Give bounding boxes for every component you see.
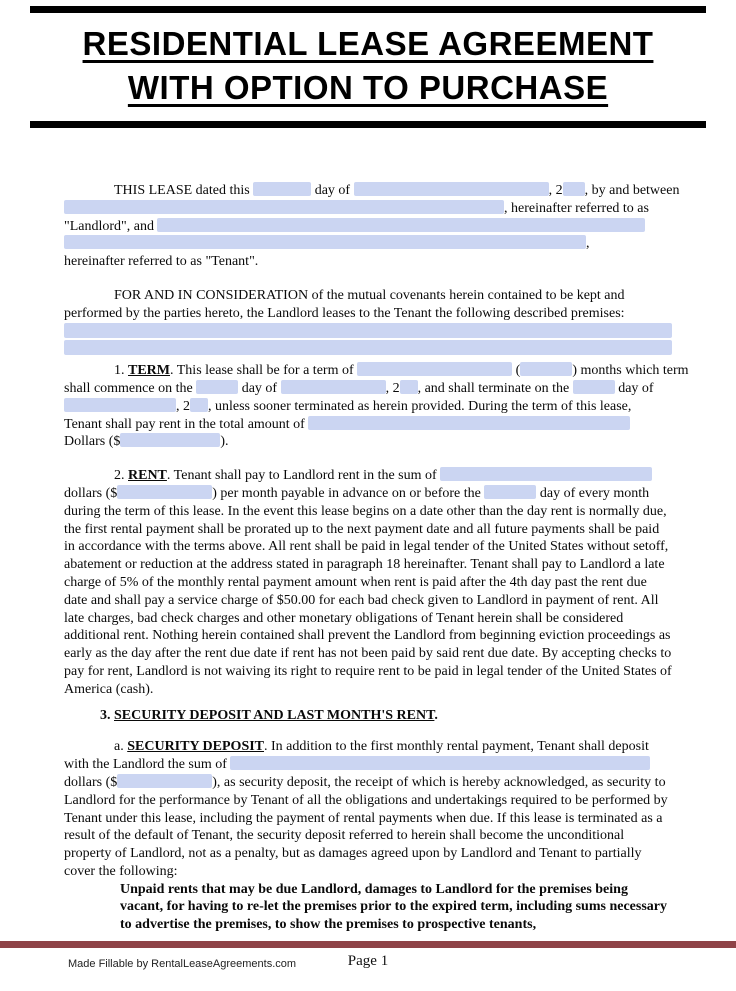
rent-heading: RENT [128,468,167,484]
opening-text-8: hereinafter referred to as "Tenant". [64,254,259,270]
field-tenant-name-2[interactable] [64,235,586,249]
field-terminate-year[interactable] [190,398,208,412]
term-text-5: day of [238,380,281,396]
rent-text-1: . Tenant shall pay to Landlord rent in the sum of [166,468,441,484]
opening-paragraph [64,182,680,271]
field-commence-day[interactable] [196,380,238,394]
term-text-11: Tenant shall pay rent in the total amount of [64,416,309,432]
term-text-6: , 2 [385,380,400,396]
term-number: 1. [114,363,128,379]
opening-text-5: , hereinafter referred to as [504,200,649,216]
security-text-3: dollars ($ [64,774,118,790]
field-commence-month[interactable] [281,380,386,394]
field-rent-due-day[interactable] [484,485,536,499]
security-text-1: . In addition to the first monthly rental payment, Tenant shall deposit [264,739,649,755]
document-body [64,182,689,934]
term-text-1: . This lease shall be for a term of [170,363,358,379]
term-line-5 [64,433,672,451]
security-text-2: with the Landlord the sum of [64,757,231,773]
document-title-line-1: RESIDENTIAL LEASE AGREEMENT [82,25,654,62]
security-line-1 [64,738,672,756]
term-paragraph [64,362,689,451]
field-commence-year[interactable] [400,380,418,394]
field-monthly-rent-words[interactable] [440,467,652,481]
document-title-line-2: WITH OPTION TO PURCHASE [127,69,609,106]
opening-line-3 [64,218,672,236]
term-text-12: Dollars ($ [64,434,121,450]
rent-text-2: dollars ($ [64,485,118,501]
security-text-4: ), as security deposit, the receipt of which is hereby acknowledged, as security to [212,774,666,790]
security-line-2 [64,756,672,774]
security-deposit-paragraph [64,738,672,880]
opening-text-1: THIS LEASE dated this [114,183,254,198]
field-total-rent-words[interactable] [308,416,630,430]
document-title-block [30,6,706,128]
field-landlord-name[interactable] [64,200,504,214]
term-text-7: , and shall terminate on the [417,380,573,396]
footer-credit: Made Fillable by RentalLeaseAgreements.com [68,958,297,970]
page-number: Page 1 [347,953,389,969]
opening-text-6: "Landlord", and [64,218,158,234]
opening-text-4: , by and between [584,183,680,198]
security-section-number: 3. [100,707,114,723]
security-heading: SECURITY DEPOSIT [127,739,265,755]
field-premises-description-2[interactable] [64,340,672,355]
opening-line-1 [64,182,680,200]
term-heading: TERM [128,363,170,379]
security-letter: a. [114,739,128,755]
document-title [30,22,706,110]
rent-body-text: during the term of this lease. In the event this lease begins on a date other than the day rent is normally due, the first rental payment shall be prorated up to the next payment date and all future payments shall be paid in accordance with the terms above. All rent shall be paid in legal tender of the United States without setoff, abatement or reduction at the address stated in paragraph 18 hereinafter. Tenant shall pay to Landlord a late charge of 5% of the monthly rental payment amount when rent is paid after the 4th day past the rent due date and shall pay a service charge of $50.00 for each bad check given to Landlord in payment of rent. All late charges, bad check charges and other monetary obligations of Tenant herein shall be considered additional rent. Nothing herein contained shall prevent the Landlord from beginning eviction proceedings as early as the day after the rent due date if rent has not been paid by said rent due date. By accepting checks to pay for rent, Landlord is not waiving its right to require rent to be paid in legal tender of the United States of America (cash). [64,503,672,697]
opening-line-5 [64,253,672,271]
field-lease-day[interactable] [253,182,311,196]
opening-text-2: day of [311,183,354,198]
opening-text-7: , [586,236,590,252]
field-total-rent-amount[interactable] [120,433,220,447]
term-text-8: day of [614,380,654,396]
footer-divider-bar [0,941,736,948]
security-section-title: SECURITY DEPOSIT AND LAST MONTH'S RENT [114,707,435,723]
term-line-2 [64,380,672,398]
rent-text-3: ) per month payable in advance on or before the [212,485,485,501]
term-text-10: , unless sooner terminated as herein provided. During the term of this lease, [208,398,632,414]
premises-line-1 [64,323,672,341]
opening-text-3: , 2 [548,183,563,198]
field-terminate-month[interactable] [64,398,176,412]
rent-number: 2. [114,468,128,484]
rent-text-4: day of every month [536,485,650,501]
field-monthly-rent-amount[interactable] [117,485,212,499]
security-section-heading [64,707,672,725]
field-lease-month[interactable] [354,182,549,196]
field-terminate-day[interactable] [573,380,615,394]
rent-line-2 [64,485,672,503]
opening-line-4 [64,235,672,253]
rent-line-1 [64,467,672,485]
field-term-length-words[interactable] [357,362,512,376]
term-line-1 [64,362,689,380]
term-text-9: , 2 [176,398,190,414]
term-text-4: shall commence on the [64,380,197,396]
security-body-text: Landlord for the performance by Tenant of all the obligations and undertakings required to be performed by Tenant under this lease, including the payment of rental payments when due. If this lease is terminated as a result of the default of Tenant, the security deposit referred to herein shall become the unconditional property of Landlord, not as a penalty, but as damages agreed upon by Landlord and Tenant to partially cover the following: [64,792,668,879]
field-security-deposit-words[interactable] [230,756,650,770]
term-text-3: ) months which term [572,363,689,379]
field-tenant-name-1[interactable] [157,218,645,232]
field-premises-description-1[interactable] [64,323,672,338]
field-term-length-number[interactable] [520,362,572,376]
field-security-deposit-amount[interactable] [117,774,212,788]
field-lease-year[interactable] [563,182,585,196]
term-line-3 [64,398,672,416]
term-text-13: ). [220,434,229,450]
opening-line-2 [64,200,672,218]
premises-line-2 [64,340,672,358]
rent-paragraph [64,467,672,698]
term-text-2: ( [512,363,521,379]
consideration-text: FOR AND IN CONSIDERATION of the mutual covenants herein contained to be kept and performed by the parties hereto, the Landlord leases to the Tenant the following described premises: [64,287,625,321]
security-line-3 [64,774,672,792]
security-section-period: . [434,707,438,723]
term-line-4 [64,416,672,434]
coverage-clause: Unpaid rents that may be due Landlord, damages to Landlord for the premises being vacant, for having to re-let the premises prior to the expired term, including sums necessary to advertise the premises, to show the premises to prospective tenants, [120,881,667,933]
consideration-paragraph [64,287,672,358]
